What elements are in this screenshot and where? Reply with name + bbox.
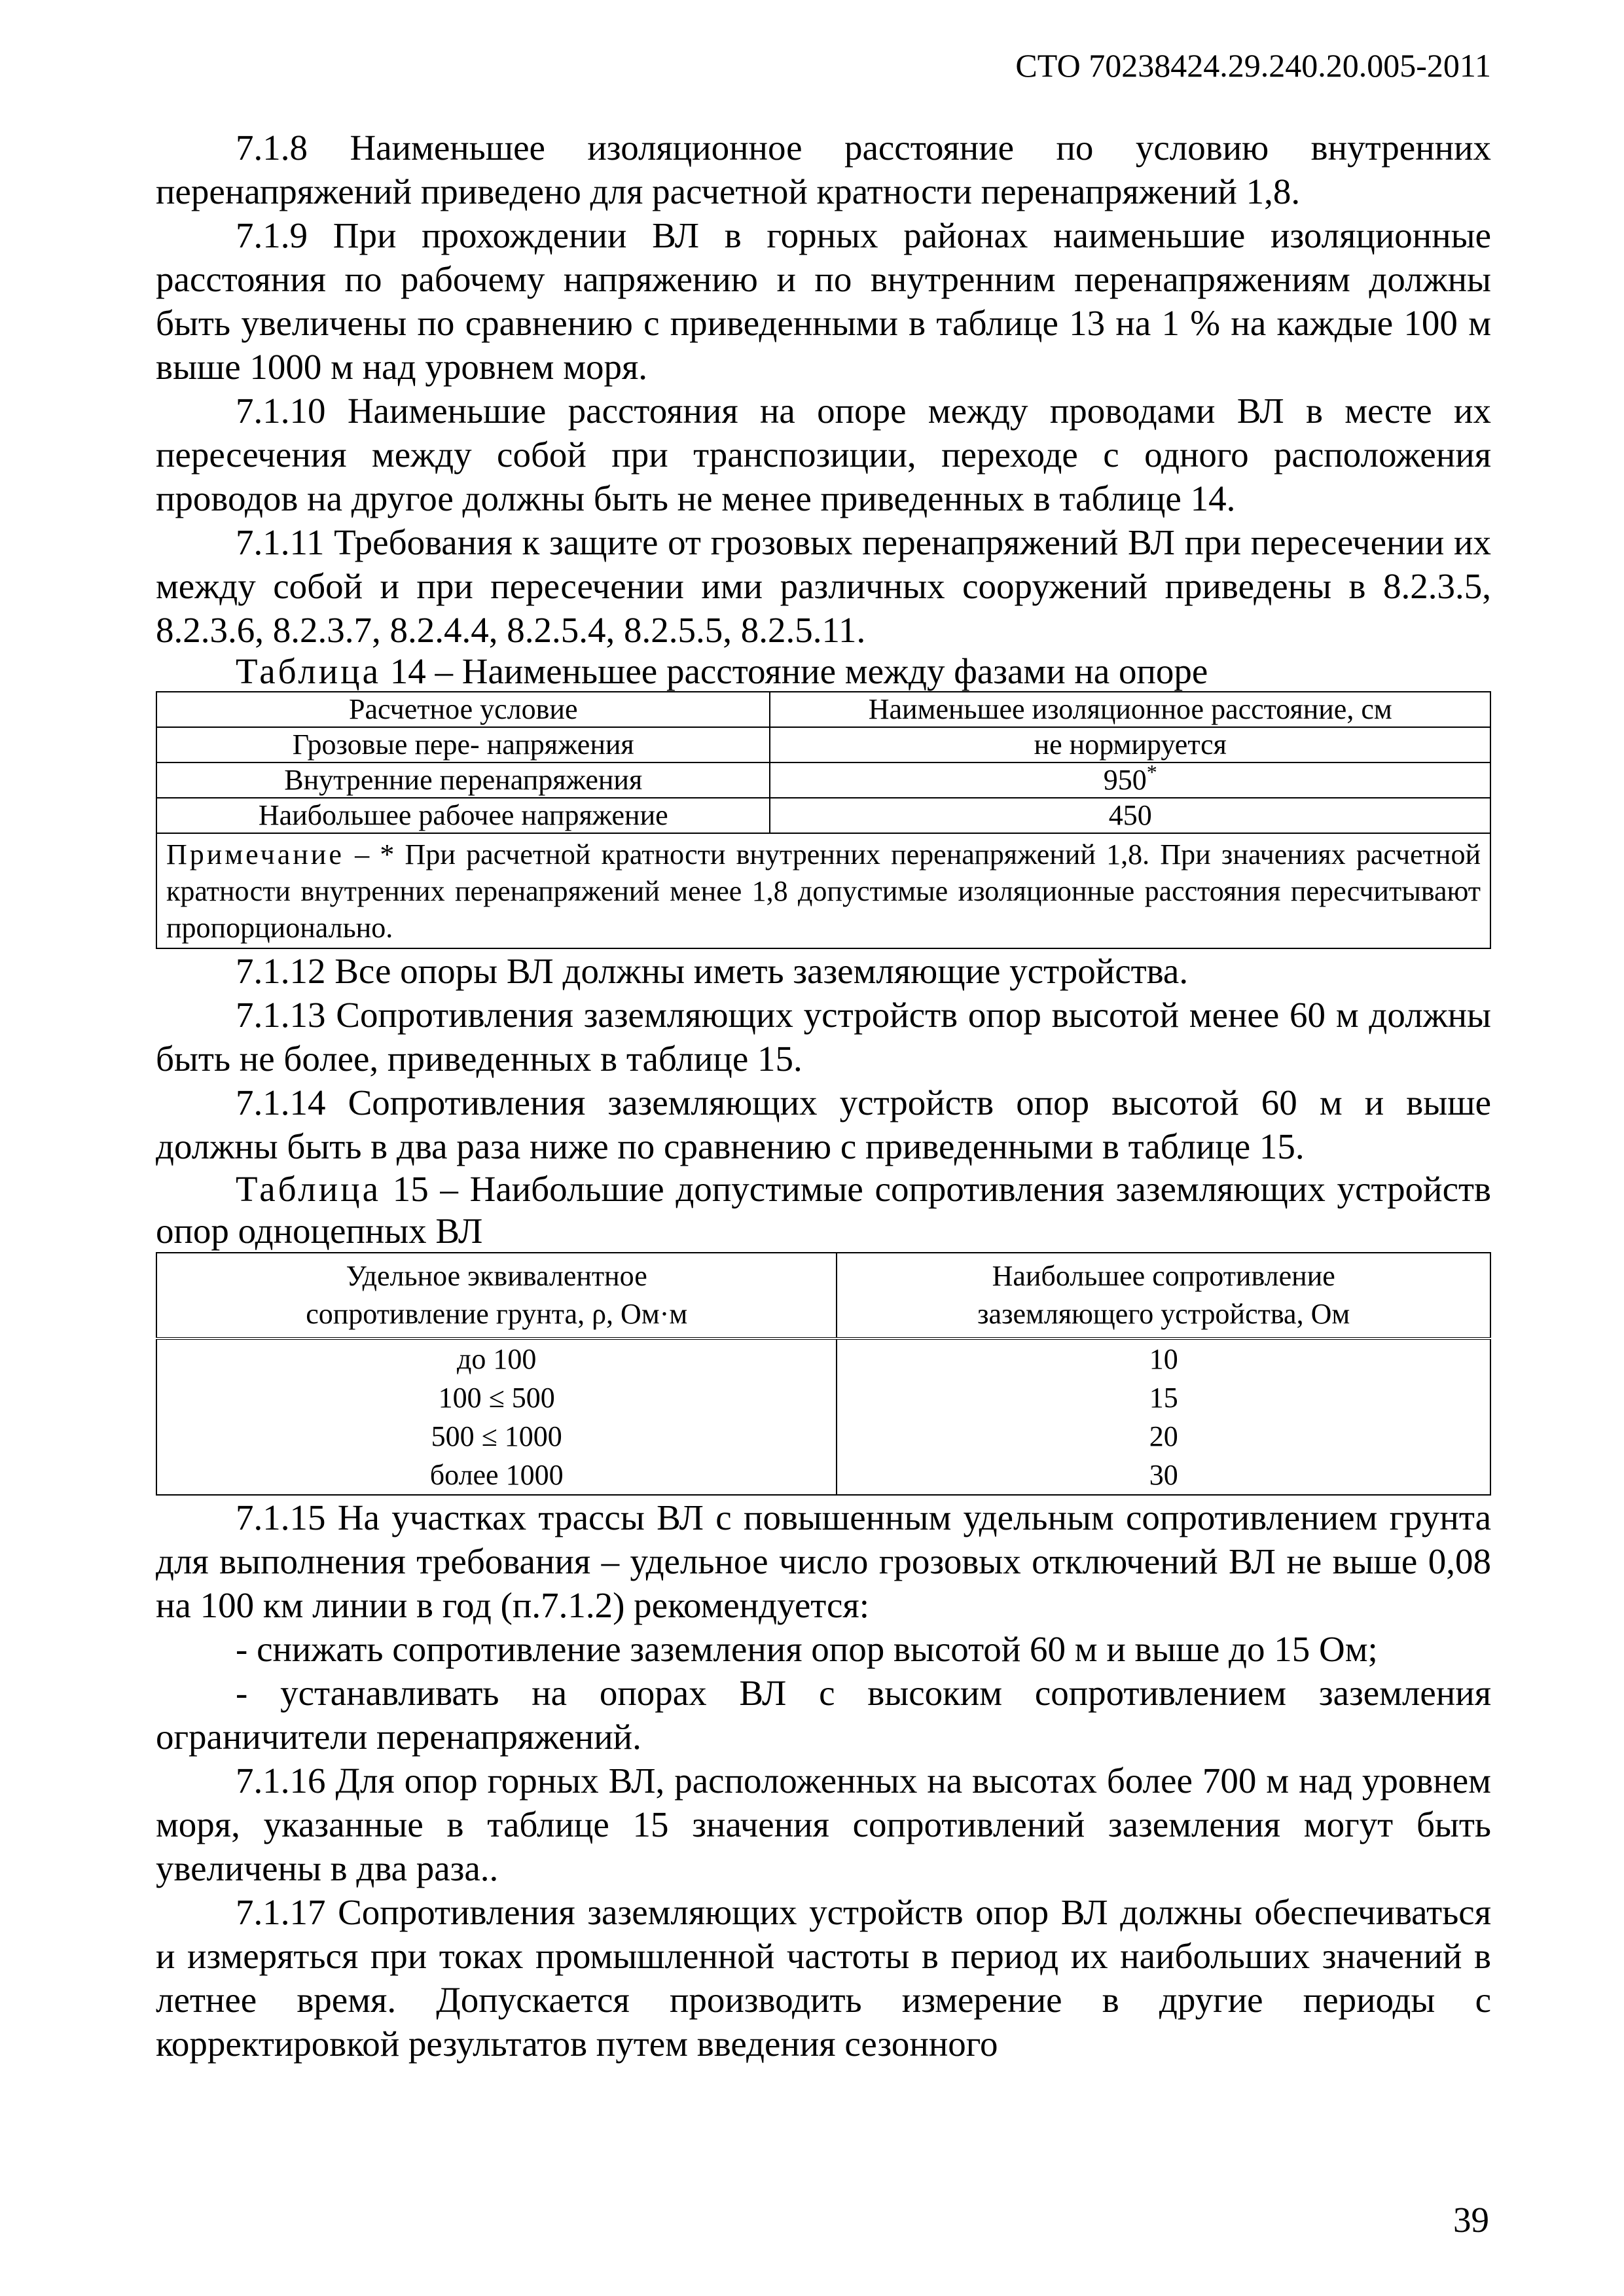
paragraph-7-1-10: 7.1.10 Наименьшие расстояния на опоре между проводами ВЛ в месте их пересечения между собой при транспозиции, переходе с одного расположения проводов на другое должны быть не менее приведенных в таблице 14. (156, 391, 1491, 518)
table-14-caption-label: Таблица (236, 651, 381, 691)
note-label: Примечание (166, 838, 344, 870)
paragraph-7-1-12: 7.1.12 Все опоры ВЛ должны иметь заземляющие устройства. (236, 951, 1189, 991)
table-cell-value: 450 (770, 798, 1490, 833)
table-15-col-resistance: Наибольшее сопротивление заземляющего устройства, Ом (837, 1253, 1490, 1338)
footnote-mark: * (1146, 760, 1157, 784)
note-text: – * При расчетной кратности внутренних перенапряжений 1,8. При значениях расчетной кратности внутренних перенапряжений менее 1,8 допустимые изоляционные расстояния пересчитывают пропорционально. (166, 838, 1481, 944)
paragraph-7-1-15: 7.1.15 На участках трассы ВЛ с повышенным удельным сопротивлением грунта для выполнения требования – удельное число грозовых отключений ВЛ не выше 0,08 на 100 км линии в год (п.7.1.2) рекомендуется: (156, 1498, 1491, 1625)
table-15-header-row (156, 1253, 1490, 1338)
table-cell-condition: Наибольшее рабочее напряжение (156, 798, 770, 833)
paragraph-7-1-11: 7.1.11 Требования к защите от грозовых перенапряжений ВЛ при пересечении их между собой и при пересечении ими различных сооружений приведены в 8.2.3.5, 8.2.3.6, 8.2.3.7, 8.2.4.4, 8.2.5.4, 8.2.5.5, 8.2.5.11. (156, 522, 1491, 650)
table-cell-resistivity: 500 ≤ 1000 (156, 1417, 837, 1456)
table-cell-resistivity: более 1000 (156, 1456, 837, 1495)
table-14-col-condition: Расчетное условие (156, 692, 770, 727)
table-14-header-row (156, 692, 1490, 727)
table-row (156, 1417, 1490, 1456)
table-row (156, 1378, 1490, 1417)
table-cell-resistance: 30 (837, 1456, 1490, 1495)
table-15-caption-label: Таблица (236, 1169, 381, 1209)
paragraph-7-1-17: 7.1.17 Сопротивления заземляющих устройств опор ВЛ должны обеспечиваться и измеряться при токах промышленной частоты в период их наибольших значений в летнее время. Допускается производить измерение в другие периоды с корректировкой результатов путем введения сезонного (156, 1892, 1491, 2064)
table-14 (156, 691, 1491, 949)
paragraph-7-1-16: 7.1.16 Для опор горных ВЛ, расположенных на высотах более 700 м над уровнем моря, указанные в таблице 15 значения сопротивлений заземления могут быть увеличены в два раза.. (156, 1761, 1491, 1888)
table-15-caption-text: 15 – Наибольшие допустимые сопротивления заземляющих устройств опор одноцепных ВЛ (156, 1169, 1492, 1251)
table-14-note-row (156, 833, 1490, 948)
document-page (156, 39, 1491, 2066)
table-14-caption-text: 14 – Наименьшее расстояние между фазами на опоре (389, 651, 1208, 691)
table-cell-resistivity: до 100 (156, 1338, 837, 1378)
table-cell-value: 950* (770, 762, 1490, 798)
page-number: 39 (1453, 2200, 1489, 2240)
paragraph-7-1-9: 7.1.9 При прохождении ВЛ в горных районах наименьшие изоляционные расстояния по рабочему напряжению и по внутренним перенапряжениям должны быть увеличены по сравнению с приведенными в таблице 13 на 1 % на каждые 100 м выше 1000 м над уровнем моря. (156, 215, 1491, 387)
paragraph-7-1-14: 7.1.14 Сопротивления заземляющих устройств опор высотой 60 м и выше должны быть в два раза ниже по сравнению с приведенными в таблице 15. (156, 1083, 1491, 1166)
table-15-col-resistivity: Удельное эквивалентное сопротивление грунта, ρ, Ом·м (156, 1253, 837, 1338)
table-15-caption (156, 1168, 1491, 1252)
table-14-col-distance: Наименьшее изоляционное расстояние, см (770, 692, 1490, 727)
table-14-note (156, 833, 1490, 948)
table-row (156, 1338, 1490, 1378)
table-row (156, 798, 1490, 833)
paragraph-7-1-13: 7.1.13 Сопротивления заземляющих устройств опор высотой менее 60 м должны быть не более, приведенных в таблице 15. (156, 995, 1491, 1079)
paragraph-7-1-8: 7.1.8 Наименьшее изоляционное расстояние по условию внутренних перенапряжений приведено для расчетной кратности перенапряжений 1,8. (156, 128, 1491, 211)
table-row (156, 1456, 1490, 1495)
table-cell-resistance: 15 (837, 1378, 1490, 1417)
table-cell-condition: Грозовые пере- напряжения (156, 727, 770, 762)
table-cell-resistance: 20 (837, 1417, 1490, 1456)
document-code: СТО 70238424.29.240.20.005-2011 (1015, 47, 1491, 84)
table-14-caption (156, 652, 1491, 691)
table-row (156, 762, 1490, 798)
table-cell-resistance: 10 (837, 1338, 1490, 1378)
table-15 (156, 1252, 1491, 1496)
table-cell-condition: Внутренние перенапряжения (156, 762, 770, 798)
table-cell-resistivity: 100 ≤ 500 (156, 1378, 837, 1417)
table-cell-value: не нормируется (770, 727, 1490, 762)
list-item: - устанавливать на опорах ВЛ с высоким сопротивлением заземления ограничители перенапряжений. (156, 1673, 1491, 1757)
table-row (156, 727, 1490, 762)
list-item: - снижать сопротивление заземления опор высотой 60 м и выше до 15 Ом; (236, 1629, 1378, 1669)
